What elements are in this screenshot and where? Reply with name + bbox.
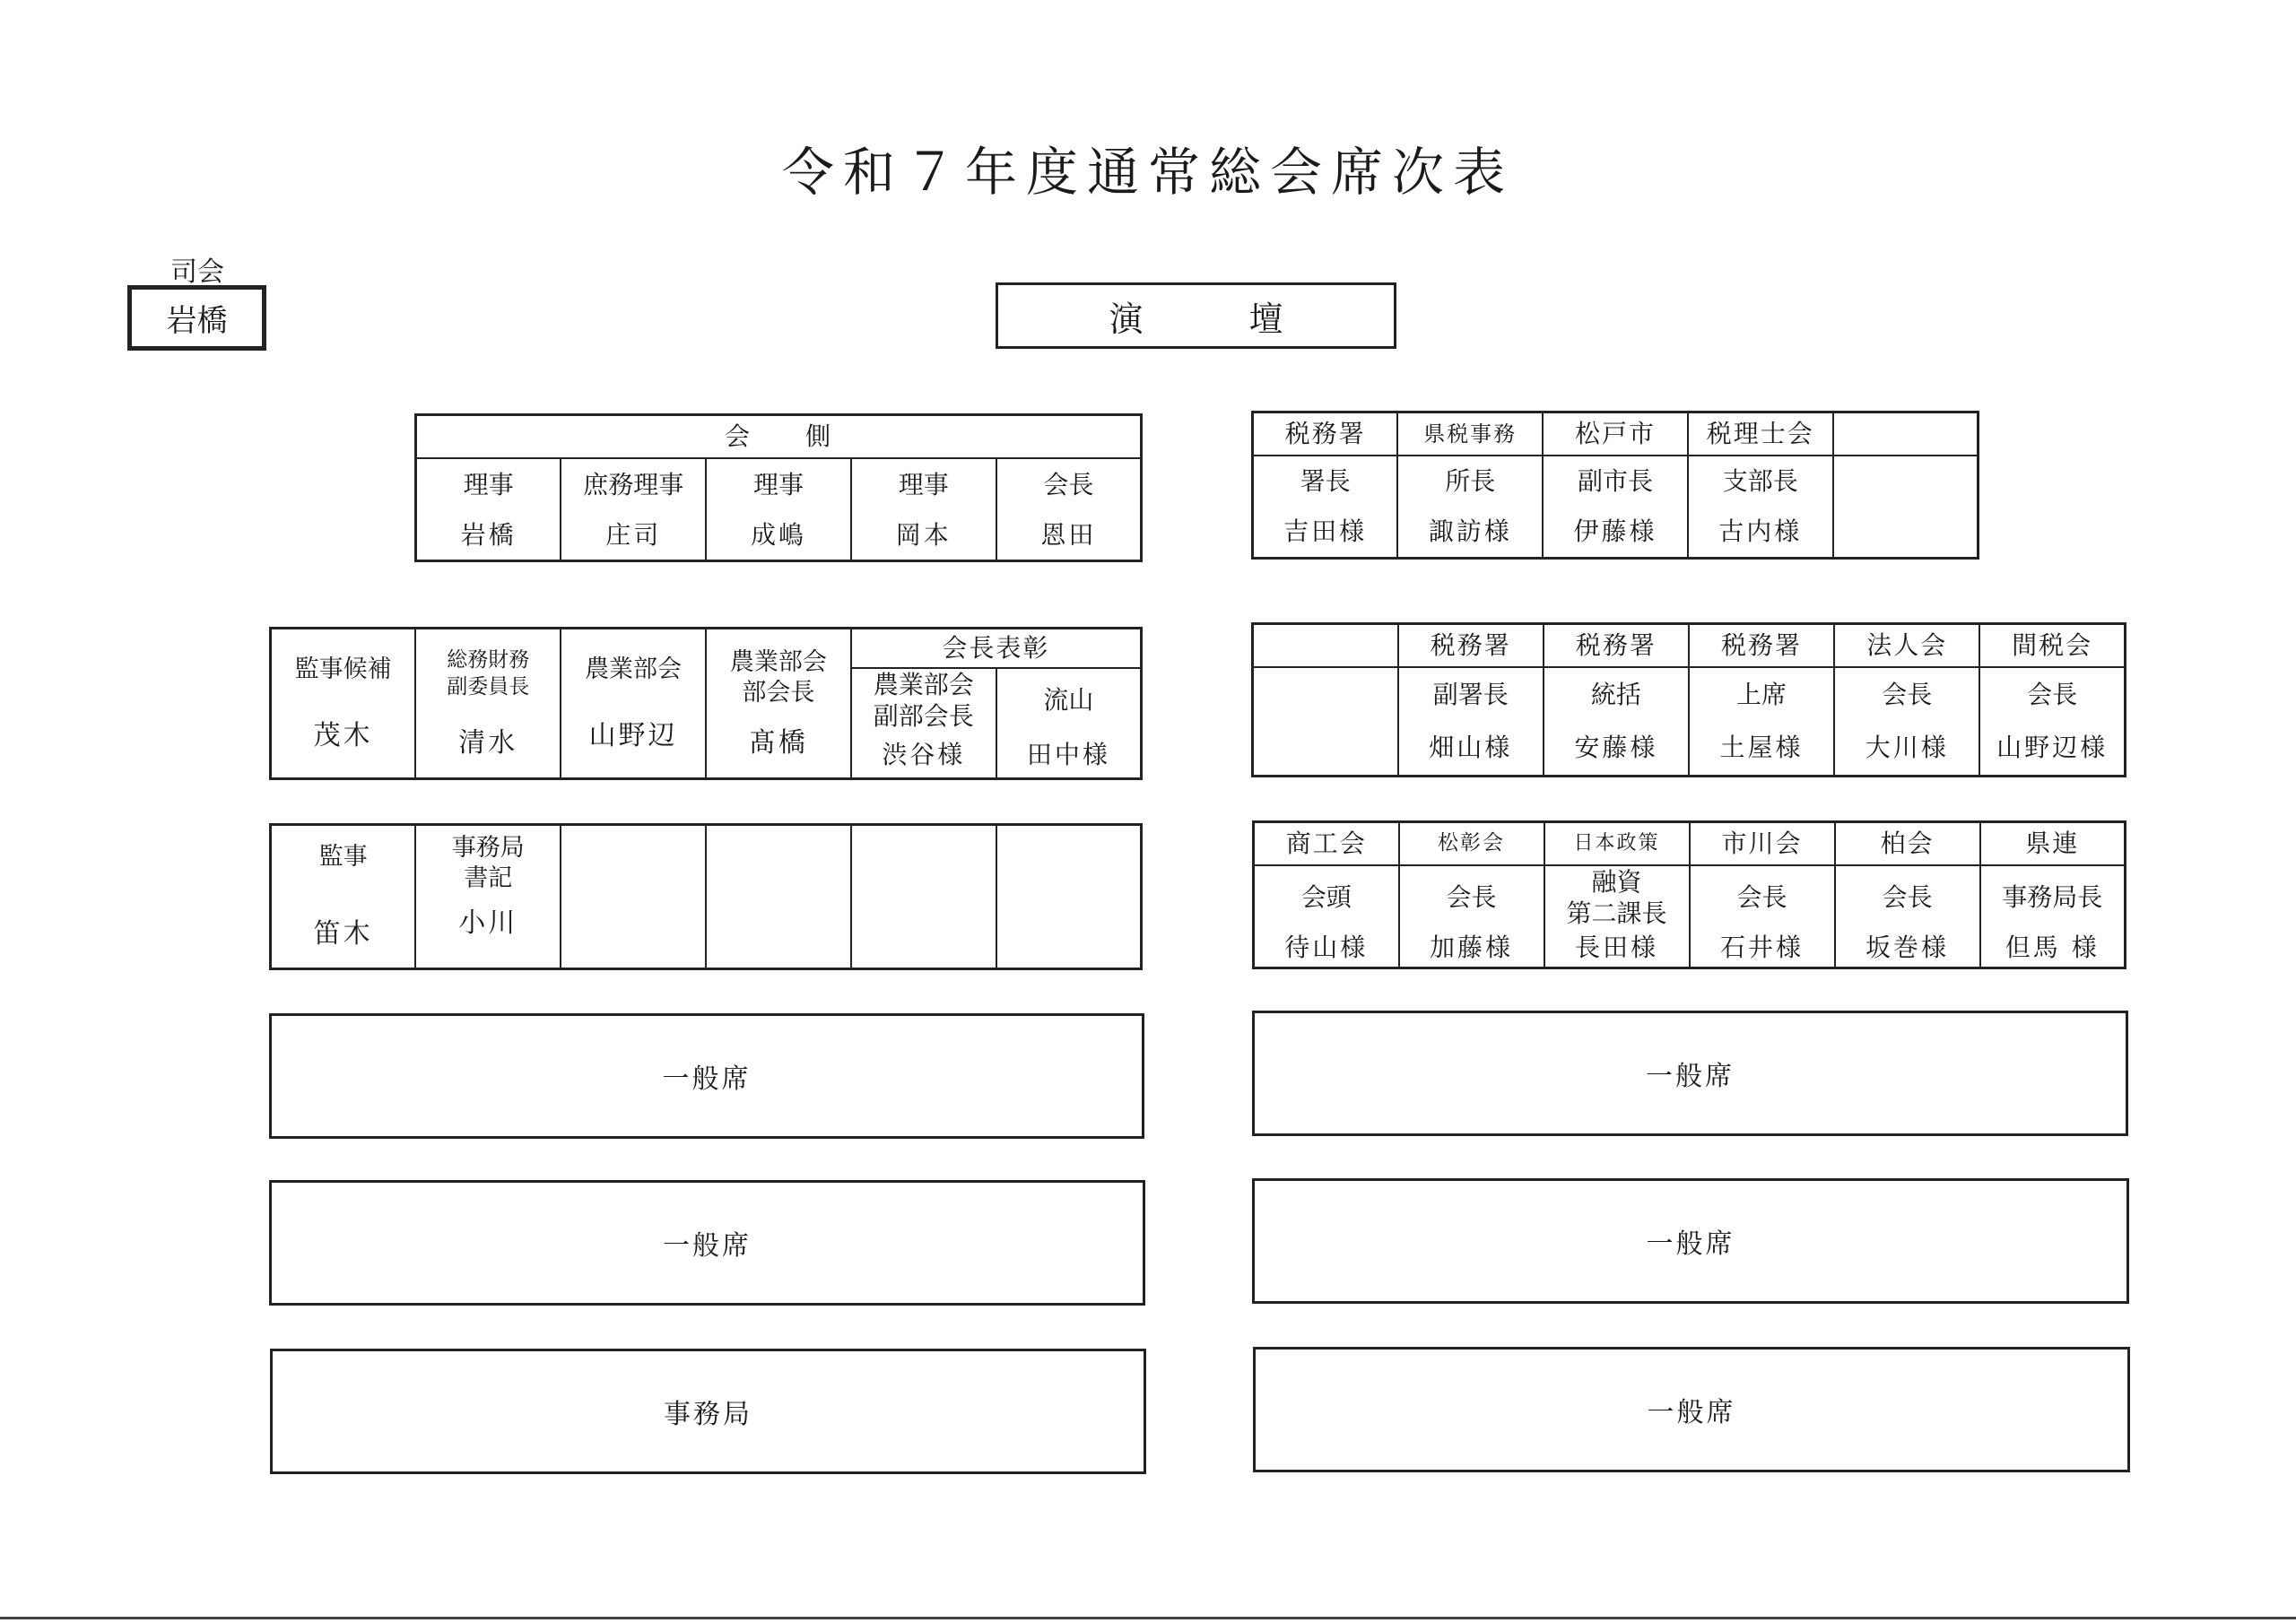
seat-name: 古内様 [1688,506,1833,559]
seat-name: 待山様 [1254,929,1399,968]
seat-name: 茂木 [313,719,373,751]
right-row1-table [1251,411,1979,560]
left-row1-table [414,413,1143,562]
seat-role: 農業部会 副部会長 [851,668,996,732]
seat-name: 安藤様 [1544,721,1689,777]
seat-org: 税務署 [1253,412,1398,456]
seat-role: 会長 [1399,865,1544,929]
seat-name: 坂巻様 [1835,929,1980,968]
seat-name: 土屋様 [1689,721,1834,777]
seat-name: 山野辺様 [1979,721,2125,777]
seat-org: 間税会 [1979,624,2125,667]
seat-role: 流山 [996,668,1142,732]
seat-role: 上席 [1689,667,1834,721]
seat-role: 事務局長 [1980,865,2126,929]
seat-role: 監事候補 [294,655,392,683]
left-row3-table [269,823,1143,970]
seat-role: 理事 [706,458,851,510]
seat-role: 会長 [1690,865,1835,929]
seat-name: 山野辺 [588,719,678,751]
seat-cell-empty [561,825,706,969]
seat-name: 伊藤様 [1543,506,1688,559]
general-seating-block: 一般席 [1252,1011,2128,1136]
seat-org: 市川会 [1690,822,1835,865]
seat-name: 庄司 [561,510,706,561]
seat-name: 大川様 [1834,721,1979,777]
general-seating-block: 一般席 [1252,1178,2129,1304]
seat-role: 副署長 [1398,667,1544,721]
seat-name: 岡本 [851,510,996,561]
seat-name: 小川 [458,907,518,939]
member-side-header: 会 側 [416,415,1142,458]
right-row3-table [1252,820,2126,969]
general-seating-block: 一般席 [269,1013,1144,1139]
right-row2-table [1251,622,2126,777]
seat-role: 支部長 [1688,456,1833,506]
seat-role: 会長 [1979,667,2125,721]
seat-org: 日本政策 [1544,822,1690,865]
seat-org: 柏会 [1835,822,1980,865]
seat-name: 石井様 [1690,929,1835,968]
seat-role: 農業部会 [585,655,683,683]
seat-name: 畑山様 [1398,721,1544,777]
seat-role: 農業部会 部会長 [729,648,827,707]
seat-cell-empty [706,825,851,969]
seat-name: 成嶋 [706,510,851,561]
left-row2-table [269,627,1143,780]
seat-org: 県税事務 [1397,412,1543,456]
general-seating-block: 一般席 [1253,1347,2130,1472]
seat-role: 融資 第二課長 [1544,865,1690,929]
page-title: 令和７年度通常総会席次表 [781,142,1514,203]
seat-org: 商工会 [1254,822,1399,865]
seat-org: 松彰会 [1399,822,1544,865]
page-bottom-edge [0,1617,2296,1619]
seat-role [1833,456,1979,506]
seat-role: 署長 [1253,456,1398,506]
secretariat-block: 事務局 [270,1349,1146,1474]
seat-org: 税理士会 [1688,412,1833,456]
seat-org: 税務署 [1398,624,1544,667]
seat-role: 総務財務 副委員長 [447,647,530,699]
seat-org: 法人会 [1834,624,1979,667]
seat-role: 事務局 書記 [451,834,525,892]
seat-role: 所長 [1397,456,1543,506]
seat-org [1833,412,1979,456]
general-seating-block: 一般席 [269,1180,1145,1306]
seat-name: 加藤様 [1399,929,1544,968]
seat-role: 副市長 [1543,456,1688,506]
seat-role: 会長 [996,458,1142,510]
seat-role: 会頭 [1254,865,1399,929]
seat-name: 髙橋 [748,726,808,759]
seat-cell [415,629,561,779]
seat-org: 松戸市 [1543,412,1688,456]
seat-role: 理事 [416,458,561,510]
seat-role [1253,667,1398,721]
mc-name-box: 岩橋 [127,285,266,351]
seat-role: 理事 [851,458,996,510]
seat-org: 県連 [1980,822,2126,865]
seat-name: 諏訪様 [1397,506,1543,559]
seat-name: 吉田様 [1253,506,1398,559]
seat-name: 清水 [458,726,518,759]
seat-cell-empty [851,825,996,969]
seat-name [1833,506,1979,559]
seat-cell [561,629,706,779]
seat-name: 長田様 [1544,929,1690,968]
seat-cell-empty [996,825,1142,969]
seat-role: 会長 [1834,667,1979,721]
award-header: 会長表彰 [851,629,1142,668]
seat-cell [415,825,561,969]
seat-name: 笛木 [313,918,373,950]
seat-name: 渋谷様 [851,732,996,779]
seat-name: 田中様 [996,732,1142,779]
seat-org: 税務署 [1689,624,1834,667]
seat-name: 岩橋 [416,510,561,561]
seat-name: 恩田 [996,510,1142,561]
seat-role: 監事 [318,843,368,872]
seat-role: 庶務理事 [561,458,706,510]
seat-role: 統括 [1544,667,1689,721]
seat-cell [271,825,416,969]
seat-org [1253,624,1398,667]
seat-role: 会長 [1835,865,1980,929]
mc-label: 司会 [170,256,224,288]
seat-org: 税務署 [1544,624,1689,667]
podium: 演 壇 [996,282,1396,349]
seat-cell [706,629,851,779]
seat-cell [271,629,416,779]
seat-name [1253,721,1398,777]
seat-name: 但馬 様 [1980,929,2126,968]
